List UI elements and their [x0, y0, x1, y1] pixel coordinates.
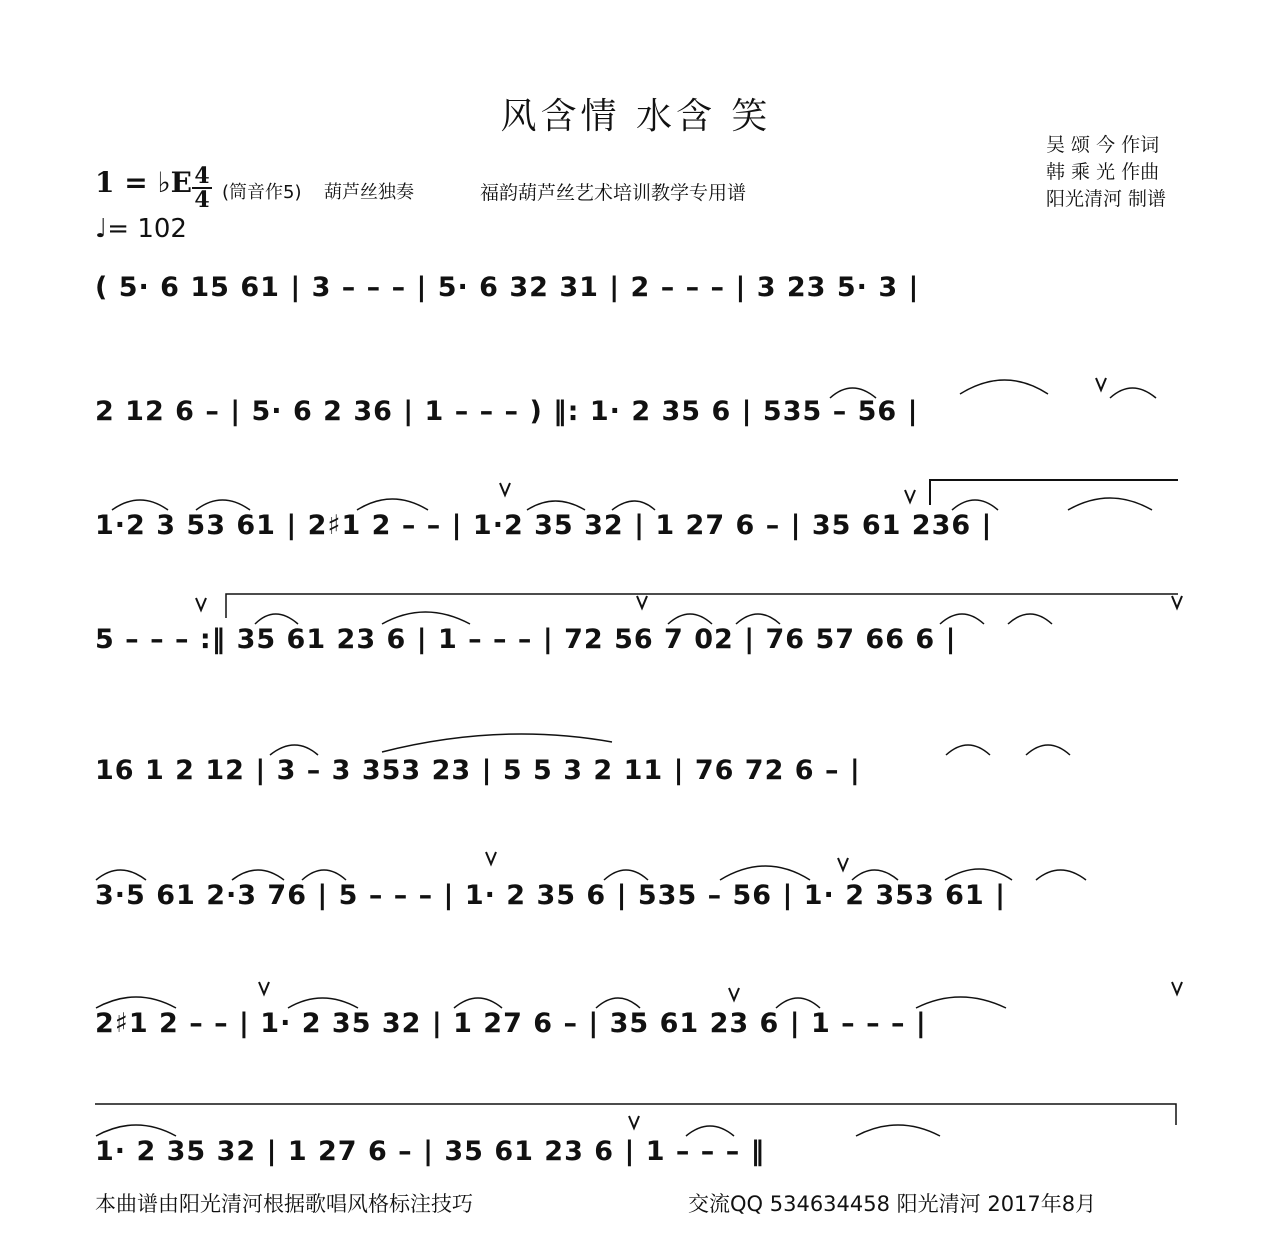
tempo-marking: ♩= 102	[95, 214, 187, 244]
staff-line-6: 3·5 61 2·3 76 | 5 – – – | 1· 2 35 6 | 535 – 56 | 1· 2 353 61 |	[95, 880, 1006, 911]
staff-line-3: 1·2 3 53 61 | 2♯1 2 – – | 1·2 35 32 | 1 27 6 – | 35 61 236 |	[95, 510, 993, 541]
score-purpose: 福韵葫芦丝艺术培训教学专用谱	[480, 182, 747, 204]
staff-line-8: 1· 2 35 32 | 1 27 6 – | 35 61 23 6 | 1 – – – ‖	[95, 1136, 766, 1167]
meter-top: 4	[194, 163, 210, 189]
song-title: 风含情 水含 笑	[500, 96, 772, 137]
key-signature: 1 = ♭E	[95, 166, 192, 199]
tuning-note: (筒音作5)	[222, 182, 302, 203]
staff-line-7: 2♯1 2 – – | 1· 2 35 32 | 1 27 6 – | 35 61 23 6 | 1 – – – |	[95, 1008, 927, 1039]
footer-contact: 交流QQ 534634458 阳光清河 2017年8月	[688, 1192, 1097, 1216]
staff-line-5: 16 1 2 12 | 3 – 3 353 23 | 5 5 3 2 11 | 76 72 6 – |	[95, 755, 861, 786]
lyricist-credit: 吴 颂 今 作词	[1046, 134, 1160, 156]
staff-line-2: 2 12 6 – | 5· 6 2 36 | 1 – – – ) ‖: 1· 2 35 6 | 535 – 56 |	[95, 396, 919, 427]
performance-type: 葫芦丝独奏	[324, 182, 414, 203]
composer-credit: 韩 乘 光 作曲	[1046, 161, 1160, 183]
meter-bottom: 4	[194, 187, 210, 213]
footer-note: 本曲谱由阳光清河根据歌唱风格标注技巧	[95, 1192, 473, 1216]
staff-line-4: 5 – – – :‖ 35 61 23 6 | 1 – – – | 72 56 7 02 | 76 57 66 6 |	[95, 624, 957, 655]
arranger-credit: 阳光清河 制谱	[1046, 188, 1167, 210]
staff-line-1: ( 5· 6 15 61 | 3 – – – | 5· 6 32 31 | 2 – – – | 3 23 5· 3 |	[95, 272, 920, 303]
